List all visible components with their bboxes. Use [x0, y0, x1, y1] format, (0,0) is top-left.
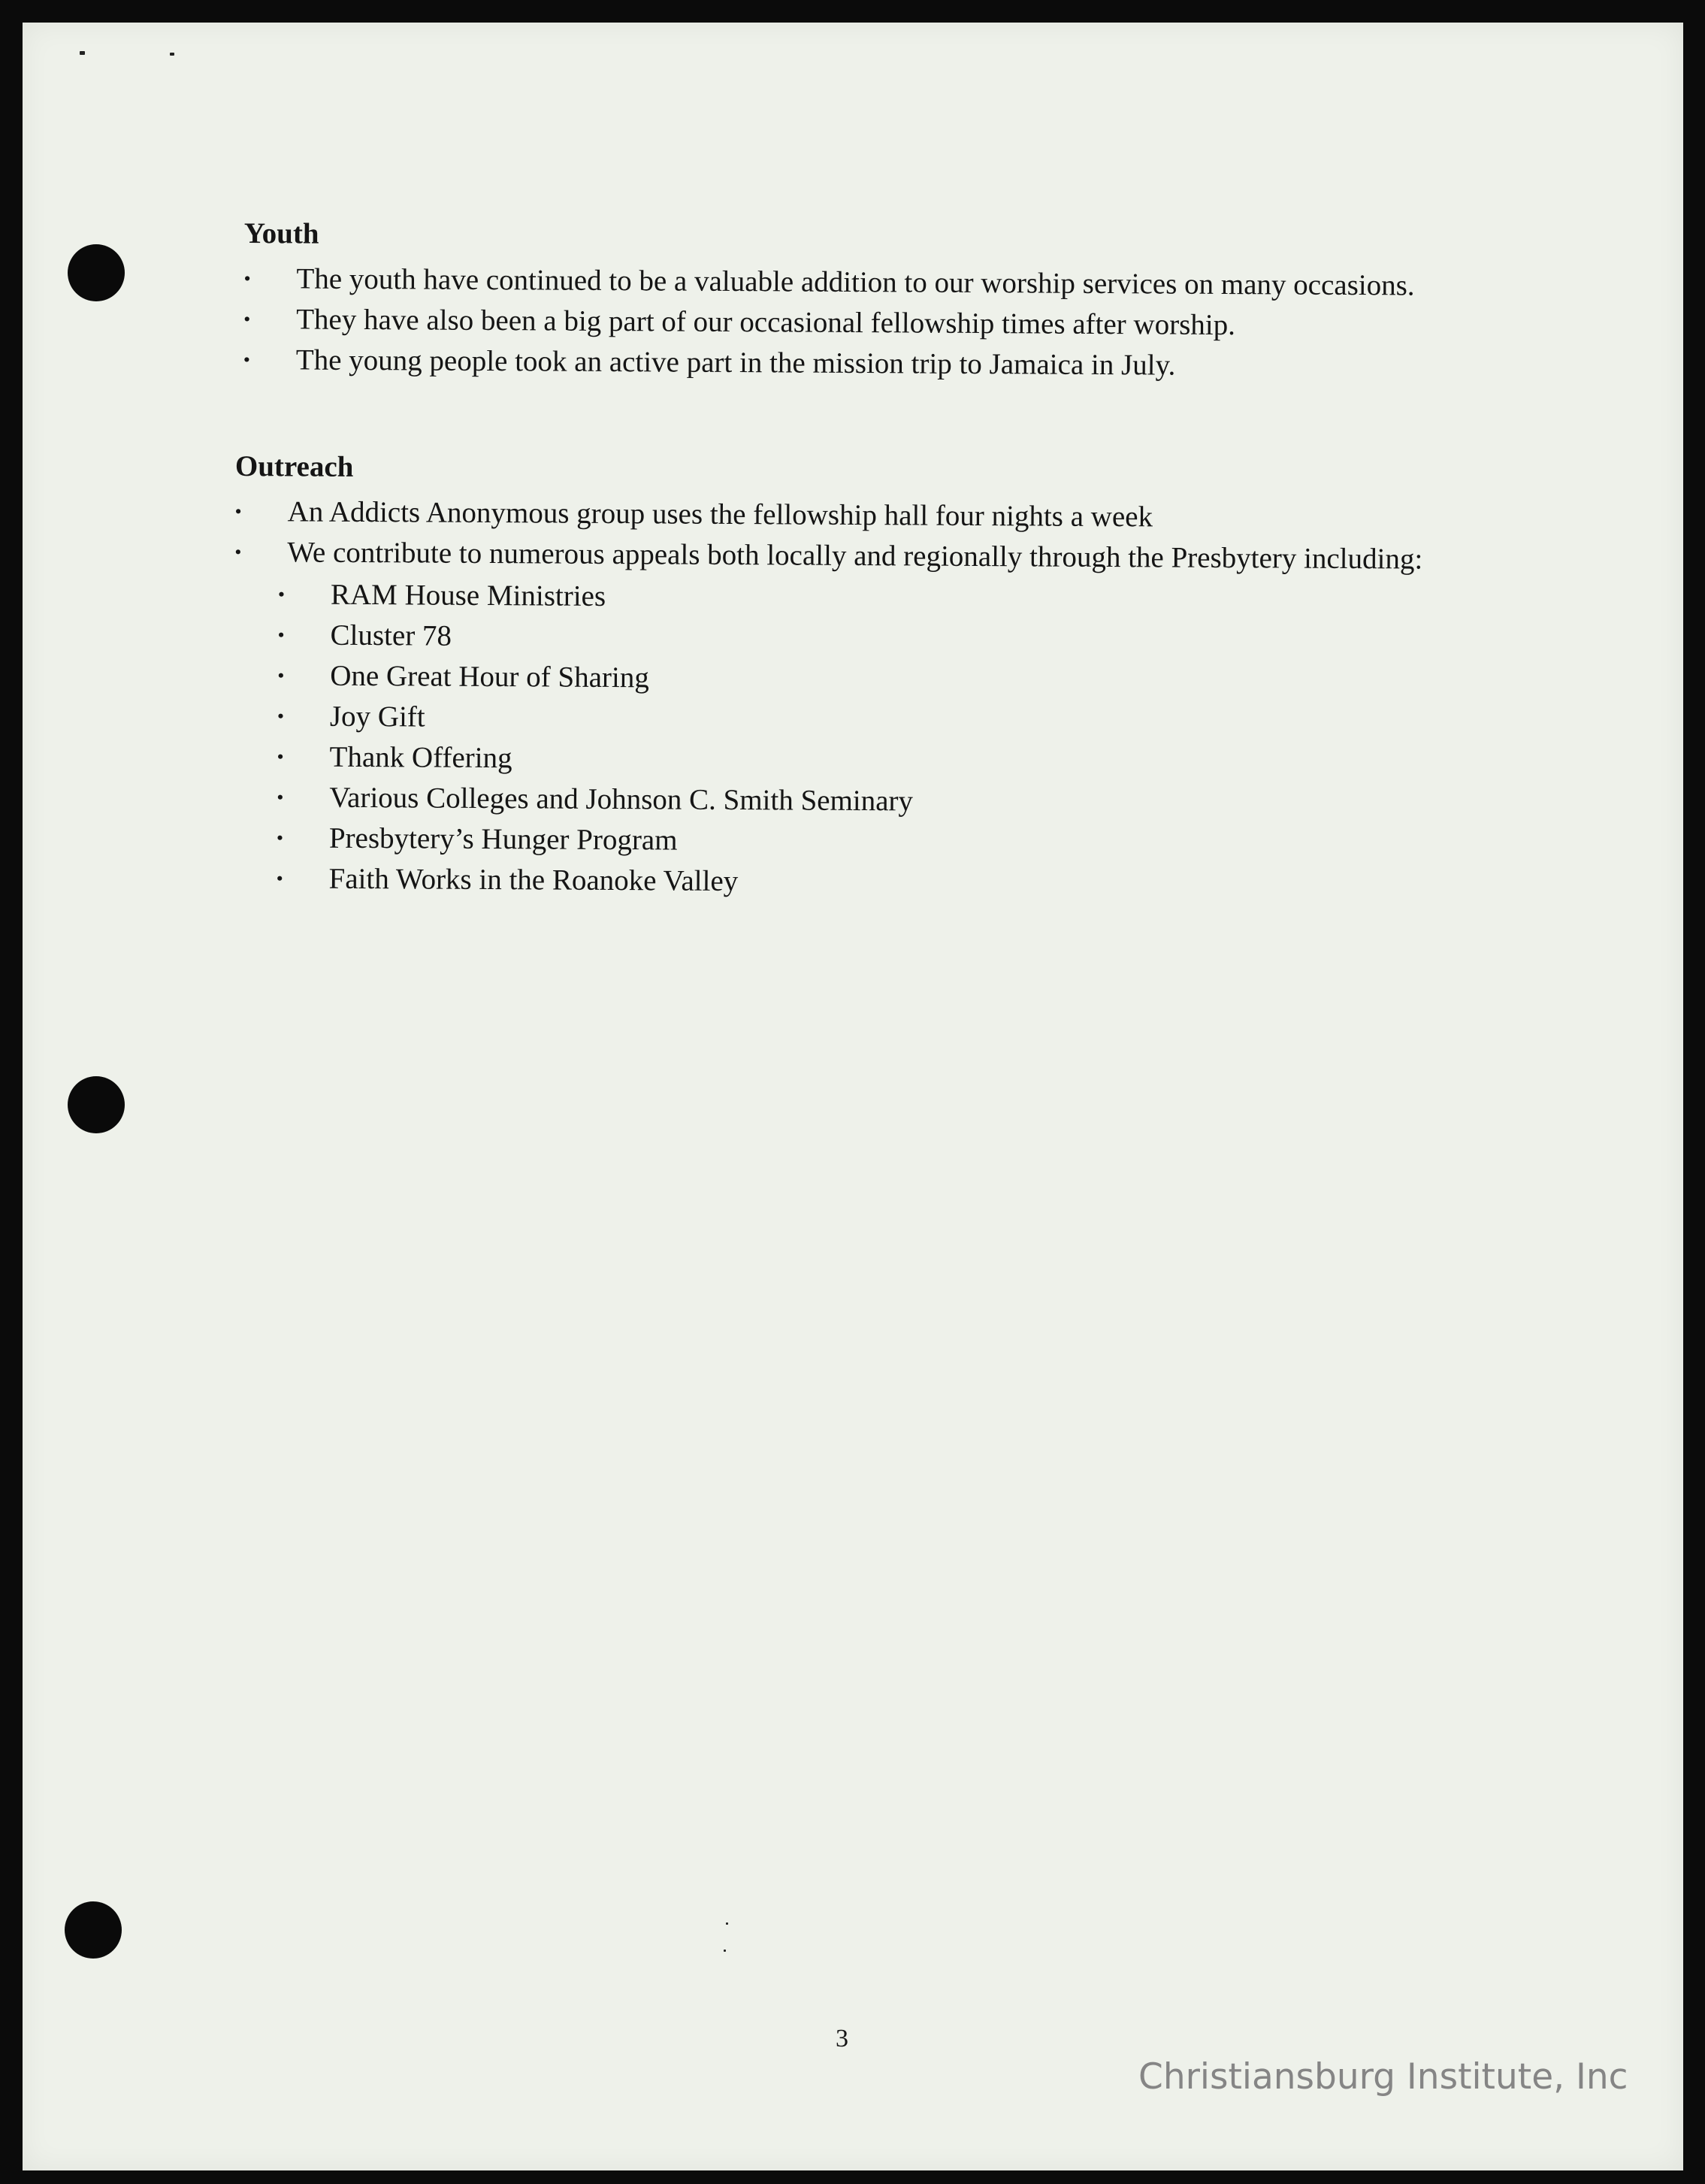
page-number: 3 [836, 2025, 848, 2052]
punch-hole-middle [68, 1076, 125, 1133]
scan-speck [170, 53, 174, 56]
punch-hole-bottom [65, 1901, 122, 1959]
list-item: • We contribute to numerous appeals both locally and regionally through the Presbytery including: [234, 534, 1482, 578]
section-heading-outreach: Outreach [234, 449, 354, 483]
list-item: • An Addicts Anonymous group uses the fellowship hall four nights a week [234, 494, 1482, 537]
list-item: • RAM House Ministries [278, 576, 1482, 620]
scan-speck [726, 1922, 728, 1925]
list-item: • Various Colleges and Johnson C. Smith Seminary [277, 779, 1480, 823]
list-item: • They have also been a big part of our occasional fellowship times after worship. [243, 301, 1483, 345]
list-item: • Cluster 78 [277, 617, 1481, 661]
scan-speck [80, 51, 85, 55]
appeals-list [276, 576, 1482, 904]
list-item: • Faith Works in the Roanoke Valley [276, 861, 1480, 904]
list-item: • The youth have continued to be a valuable addition to our worship services on many occasions. [243, 261, 1483, 304]
youth-section [243, 216, 1484, 386]
report-content [234, 216, 1484, 909]
list-item: • Thank Offering [277, 739, 1480, 782]
list-item: • Presbytery’s Hunger Program [277, 820, 1480, 864]
watermark: Christiansburg Institute, Inc [1138, 2056, 1628, 2098]
youth-list [243, 261, 1484, 386]
list-item: • One Great Hour of Sharing [277, 658, 1481, 701]
punch-hole-top [68, 244, 125, 301]
document-page [23, 23, 1683, 2170]
outreach-section [232, 449, 1483, 904]
outreach-list [234, 494, 1483, 578]
list-item: • Joy Gift [277, 698, 1481, 742]
scan-speck [724, 1950, 726, 1952]
list-item: • The young people took an active part in the mission trip to Jamaica in July. [243, 342, 1483, 386]
section-heading-youth: Youth [243, 216, 319, 250]
